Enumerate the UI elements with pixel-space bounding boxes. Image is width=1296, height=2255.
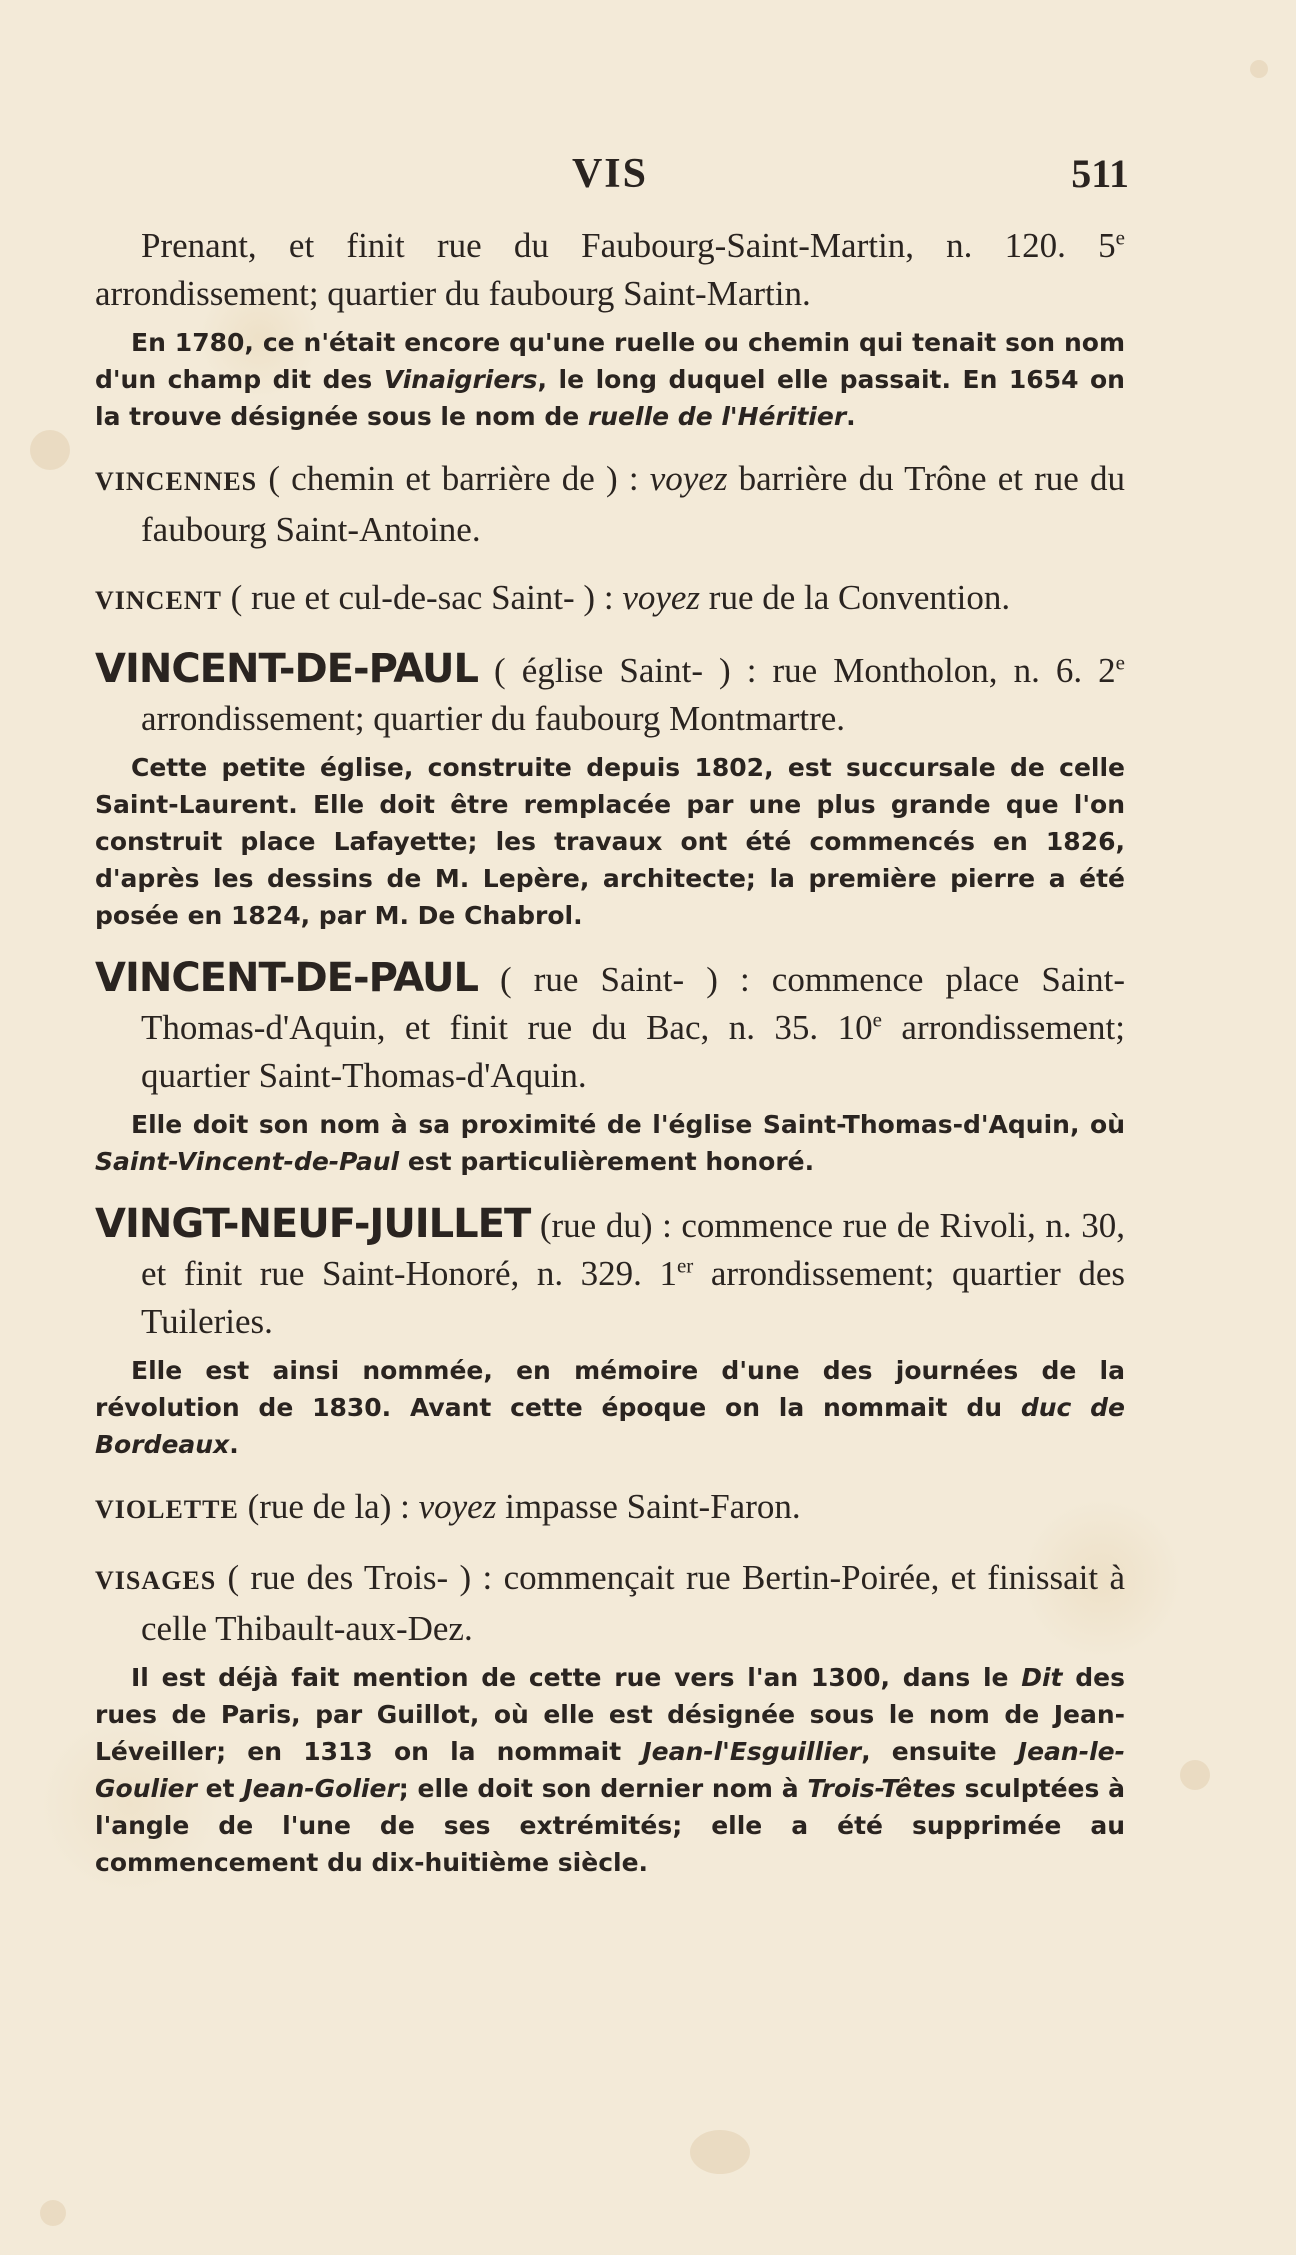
entry-head [95, 954, 1125, 1100]
entry-head [95, 574, 1125, 625]
paper-stain [30, 430, 70, 470]
entry-note [95, 324, 1125, 435]
headword: VINCENT-DE-PAUL [95, 955, 478, 1001]
entry-text: ( rue Saint- ) : commence place Saint-Thomas-d'Aquin, et finit rue du Bac, n. 35. 10 [141, 960, 1125, 1047]
entry-text: arrondissement; quartier Saint-Thomas-d'Aquin. [141, 1008, 1125, 1095]
note-italic: ruelle de l'Héritier [587, 402, 847, 431]
page-header [95, 150, 1129, 210]
entry-note [95, 1659, 1125, 1881]
headword: VINCENT [95, 586, 222, 615]
note-text: Elle est ainsi nommée, en mémoire d'une des journées de la révolution de 1830. Avant cette époque on la nommait du [95, 1356, 1125, 1422]
note-italic: Dit [1021, 1663, 1063, 1692]
superscript: e [1115, 225, 1125, 250]
entry-text: barrière du Trône et rue du faubourg Saint-Antoine. [141, 459, 1125, 549]
note-italic: Jean-l'Esguillier [642, 1737, 862, 1766]
headword: VIOLETTE [95, 1495, 239, 1524]
entry-violette [95, 1483, 1125, 1534]
entry-text: ( église Saint- ) : rue Montholon, n. 6. 2 [477, 651, 1116, 690]
entry-italic: voyez [418, 1487, 497, 1526]
entry-head [95, 455, 1125, 554]
entry-note [95, 1106, 1125, 1180]
note-text: est particulièrement honoré. [399, 1147, 815, 1176]
note-italic: Trois-Têtes [807, 1774, 956, 1803]
paper-stain [690, 2130, 750, 2174]
entry-head [95, 1483, 1125, 1534]
entries [95, 222, 1125, 1901]
note-italic: Saint-Vincent-de-Paul [95, 1147, 400, 1176]
entry-text: (rue de la) : [238, 1487, 419, 1526]
entry-text: arrondissement; quartier du faubourg Montmartre. [141, 699, 846, 738]
entry-vincent-de-paul-rue [95, 954, 1125, 1180]
note-text: des rues de Paris, par Guillot, où elle est désignée sous le nom de Jean-Léveiller; en 1313 on la nommait [95, 1663, 1125, 1766]
paper-stain [1250, 60, 1268, 78]
entry-italic: voyez [622, 578, 701, 617]
note-text: , ensuite [861, 1737, 1018, 1766]
note-text: ; elle doit son dernier nom à [398, 1774, 808, 1803]
entry-vincent-de-paul-eglise [95, 645, 1125, 934]
note-text: En 1780, ce n'était encore qu'une ruelle ou chemin qui tenait son nom d'un champ dit des [95, 328, 1125, 394]
paper-stain [40, 2200, 66, 2226]
entry-head [95, 1200, 1125, 1346]
entry-italic: voyez [649, 459, 728, 498]
entry-vincennes [95, 455, 1125, 554]
entry-text: ( rue des Trois- ) : commençait rue Bertin-Poirée, et finissait à celle Thibault-aux-Dez. [141, 1558, 1125, 1648]
page-number: 511 [1071, 151, 1129, 196]
note-text: sculptées à l'angle de l'une de ses extrémités; elle a été supprimée au commencement du dix-huitième siècle. [95, 1774, 1125, 1877]
entry-vingt-neuf-juillet [95, 1200, 1125, 1463]
entry-text: arrondissement; quartier du faubourg Saint-Martin. [95, 274, 811, 313]
note-text: et [196, 1774, 244, 1803]
entry-note: Cette petite église, construite depuis 1802, est succursale de celle Saint-Laurent. Elle doit être remplacée par une plus grande que l'on construit place Lafayette; les travaux ont été commencés en 1826, d'après les dessins de M. Lepère, architecte; la première pierre a été posée en 1824, par M. De Chabrol. [95, 753, 1125, 930]
superscript: e [1115, 650, 1125, 675]
note-italic: duc de Bordeaux [95, 1393, 1125, 1459]
note-text: , le long duquel elle passait. En 1654 on la trouve désignée sous le nom de [95, 365, 1125, 431]
note-italic: Jean-Golier [243, 1774, 399, 1803]
note-text: . [229, 1430, 239, 1459]
note-text: . [846, 402, 856, 431]
entry-continuation [95, 222, 1125, 435]
superscript: er [676, 1253, 694, 1278]
entry-text: ( rue et cul-de-sac Saint- ) : [221, 578, 623, 617]
entry-head [95, 222, 1125, 318]
note-text: Elle doit son nom à sa proximité de l'église Saint-Thomas-d'Aquin, où [131, 1110, 1125, 1139]
entry-head [95, 645, 1125, 743]
entry-vincent [95, 574, 1125, 625]
note-italic: Vinaigriers [383, 365, 538, 394]
entry-head [95, 1554, 1125, 1653]
headword: VINCENT-DE-PAUL [95, 646, 478, 692]
entry-note [95, 1352, 1125, 1463]
entry-text: impasse Saint-Faron. [496, 1487, 801, 1526]
entry-text: rue de la Convention. [700, 578, 1011, 617]
headword: VISAGES [95, 1566, 217, 1595]
headword: VINGT-NEUF-JUILLET [95, 1201, 531, 1247]
paper-stain [1180, 1760, 1210, 1790]
running-head: VIS [571, 151, 649, 197]
entry-text: Prenant, et finit rue du Faubourg-Saint-Martin, n. 120. 5 [141, 226, 1116, 265]
entry-text: ( chemin et barrière de ) : [257, 459, 650, 498]
entry-text: arrondissement; quartier des Tuileries. [141, 1254, 1125, 1341]
superscript: e [872, 1007, 882, 1032]
note-italic: Jean-le-Goulier [95, 1737, 1125, 1803]
entry-text: (rue du) : commence rue de Rivoli, n. 30, et finit rue Saint-Honoré, n. 329. 1 [141, 1206, 1125, 1293]
headword: VINCENNES [95, 467, 258, 496]
note-text: Il est déjà fait mention de cette rue vers l'an 1300, dans le [131, 1663, 1022, 1692]
entry-visages [95, 1554, 1125, 1881]
